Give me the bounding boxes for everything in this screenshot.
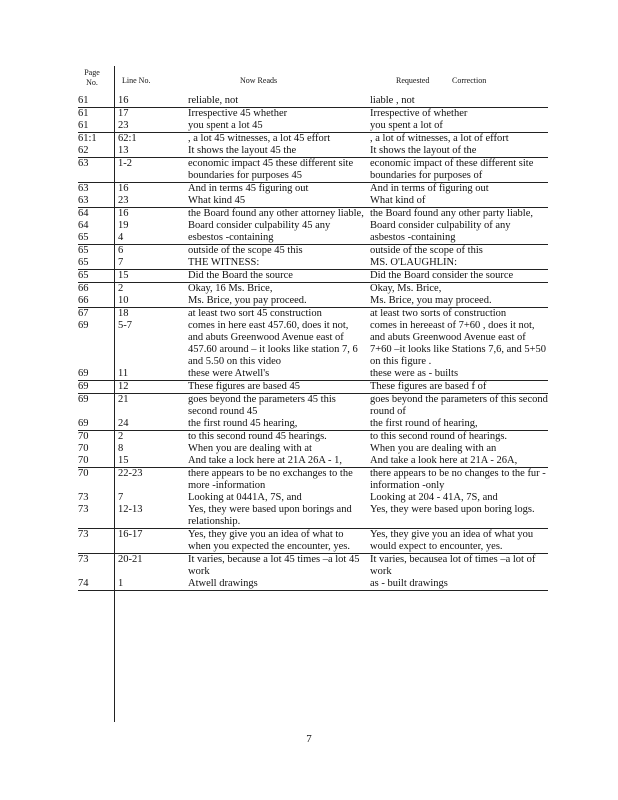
now-reads-cell: Atwell drawings [188, 578, 370, 591]
table-row [78, 431, 548, 444]
correction-cell: liable , not [370, 95, 415, 106]
line-cell: 4 [118, 232, 124, 243]
now-reads-cell: the first round 45 hearing, [188, 418, 298, 429]
table-row [78, 554, 548, 579]
line-cell: 13 [118, 145, 129, 156]
line-cell: 12-13 [118, 504, 143, 515]
page-cell: 61:1 [78, 133, 114, 146]
table-header [78, 66, 544, 96]
table-row [78, 183, 548, 196]
now-reads-cell: the Board found any other attorney liable, [188, 208, 370, 221]
line-cell: 16 [114, 183, 188, 196]
page-cell: 69 [78, 418, 89, 429]
table-row [78, 145, 548, 158]
page-cell: 65 [78, 245, 114, 258]
correction-cell: And in terms of figuring out [370, 183, 548, 196]
correction-cell: Yes, they give you an idea of what you would expect to encounter, yes. [370, 529, 548, 554]
page-cell: 67 [78, 308, 114, 321]
table-row [78, 270, 548, 283]
line-cell: 22-23 [114, 468, 188, 493]
header-line: Line No. [122, 76, 151, 85]
page-cell: 66 [78, 295, 89, 306]
line-cell: 2 [114, 431, 188, 444]
page-cell: 73 [78, 492, 89, 503]
correction-cell: It shows the layout of the [370, 145, 477, 156]
line-cell: 7 [118, 492, 124, 503]
table-row [78, 368, 548, 381]
now-reads-cell: It shows the layout 45 the [188, 145, 297, 156]
table-row [78, 418, 548, 431]
correction-cell: , a lot of witnesses, a lot of effort [370, 133, 548, 146]
table-row [78, 195, 548, 208]
page-cell: 61 [78, 120, 89, 131]
now-reads-cell: outside of the scope 45 this [188, 245, 370, 258]
line-cell: 16-17 [114, 529, 188, 554]
page-cell: 70 [78, 431, 114, 444]
line-cell: 5-7 [118, 320, 132, 331]
correction-cell: as - built drawings [370, 578, 548, 591]
line-cell: 8 [118, 443, 124, 454]
table-row [78, 232, 548, 245]
table-row [78, 504, 548, 529]
correction-cell: outside of the scope of this [370, 245, 548, 258]
line-cell: 17 [114, 108, 188, 121]
line-cell: 11 [118, 368, 129, 379]
page-cell: 69 [78, 394, 114, 419]
header-correction: Correction [452, 76, 487, 85]
now-reads-cell: It varies, because a lot 45 times –a lot 45 work [188, 554, 370, 579]
line-cell: 18 [114, 308, 188, 321]
line-cell: 23 [118, 120, 129, 131]
page-cell: 69 [78, 381, 114, 394]
table-row [78, 381, 548, 394]
page-cell: 64 [78, 220, 89, 231]
page-cell: 63 [78, 158, 114, 183]
line-cell: 24 [118, 418, 129, 429]
correction-cell: these were as - builts [370, 368, 459, 379]
table-row [78, 257, 548, 270]
errata-table [78, 95, 548, 591]
page-cell: 74 [78, 578, 114, 591]
page-cell: 73 [78, 504, 89, 515]
page-cell: 70 [78, 468, 114, 493]
table-row [78, 95, 548, 108]
header-requested: Requested [396, 76, 430, 85]
page-cell: 65 [78, 270, 114, 283]
line-cell: 15 [118, 455, 129, 466]
correction-cell: And take a look here at 21A - 26A, [370, 455, 518, 466]
page-cell: 61 [78, 95, 89, 106]
line-cell: 1 [114, 578, 188, 591]
correction-cell: at least two sorts of construction [370, 308, 548, 321]
correction-cell: When you are dealing with an [370, 443, 497, 454]
now-reads-cell: economic impact 45 these different site boundaries for purposes 45 [188, 158, 370, 183]
table-row [78, 208, 548, 221]
page-cell: 65 [78, 257, 89, 268]
correction-cell: comes in hereeast of 7+60 , does it not, and abuts Greenwood Avenue east of 7+60 –it looks like Stations 7,6, and 5+50 on this figure . [370, 320, 547, 367]
table-row [78, 308, 548, 321]
line-cell: 19 [118, 220, 129, 231]
correction-cell: MS. O'LAUGHLIN: [370, 257, 458, 268]
now-reads-cell: reliable, not [188, 95, 239, 106]
correction-cell: there appears to be no changes to the fur -information -only [370, 468, 548, 493]
page-cell: 70 [78, 455, 89, 466]
line-cell: 10 [118, 295, 129, 306]
line-cell: 7 [118, 257, 124, 268]
correction-cell: Yes, they were based upon boring logs. [370, 504, 535, 515]
correction-cell: It varies, becausea lot of times –a lot of work [370, 554, 548, 579]
table-row [78, 245, 548, 258]
correction-cell: economic impact of these different site boundaries for purposes of [370, 158, 548, 183]
now-reads-cell: Board consider culpability 45 any [188, 220, 331, 231]
correction-cell: you spent a lot of [370, 120, 443, 131]
correction-cell: Ms. Brice, you may proceed. [370, 295, 492, 306]
header-now-reads: Now Reads [240, 76, 278, 85]
table-row [78, 468, 548, 493]
table-row [78, 220, 548, 232]
table-row [78, 295, 548, 308]
line-cell: 6 [114, 245, 188, 258]
table-row [78, 455, 548, 468]
line-cell: 21 [114, 394, 188, 419]
page-cell: 64 [78, 208, 114, 221]
correction-cell: What kind of [370, 195, 426, 206]
table-row [78, 529, 548, 554]
correction-cell: Looking at 204 - 41A, 7S, and [370, 492, 498, 503]
table-row [78, 133, 548, 146]
line-cell: 23 [118, 195, 129, 206]
correction-cell: Did the Board consider the source [370, 270, 548, 283]
page-number: 7 [306, 733, 312, 745]
page-cell: 70 [78, 443, 89, 454]
table-row [78, 320, 548, 368]
page-cell: 63 [78, 183, 114, 196]
now-reads-cell: Did the Board the source [188, 270, 370, 283]
table-row [78, 120, 548, 133]
table-row [78, 394, 548, 419]
table-row [78, 158, 548, 183]
correction-cell: the first round of hearing, [370, 418, 478, 429]
page-cell: 73 [78, 529, 114, 554]
now-reads-cell: at least two sort 45 construction [188, 308, 370, 321]
page-cell: 63 [78, 195, 89, 206]
correction-cell: Irrespective of whether [370, 108, 548, 121]
table-row [78, 492, 548, 504]
line-cell: 1-2 [114, 158, 188, 183]
table-row [78, 578, 548, 591]
correction-cell: asbestos -containing [370, 232, 456, 243]
page-cell: 66 [78, 283, 114, 296]
now-reads-cell: esbestos -containing [188, 232, 274, 243]
table-row [78, 443, 548, 455]
line-cell: 15 [114, 270, 188, 283]
now-reads-cell: comes in here east 457.60, does it not, and abuts Greenwood Avenue east of 457.60 around – it looks like station 7, 6 and 5.50 on this video [188, 320, 358, 367]
correction-cell: the Board found any other party liable, [370, 208, 548, 221]
now-reads-cell: THE WITNESS: [188, 257, 260, 268]
now-reads-cell: these were Atwell's [188, 368, 270, 379]
now-reads-cell: , a lot 45 witnesses, a lot 45 effort [188, 133, 370, 146]
now-reads-cell: goes beyond the parameters 45 this second round 45 [188, 394, 370, 419]
line-cell: 62:1 [114, 133, 188, 146]
now-reads-cell: Yes, they were based upon borings and relationship. [188, 504, 352, 527]
now-reads-cell: Okay, 16 Ms. Brice, [188, 283, 370, 296]
now-reads-cell: And in terms 45 figuring out [188, 183, 370, 196]
correction-cell: These figures are based f of [370, 381, 548, 394]
correction-cell: to this second round of hearings. [370, 431, 548, 444]
now-reads-cell: Yes, they give you an idea of what to when you expected the encounter, yes. [188, 529, 370, 554]
now-reads-cell: Irrespective 45 whether [188, 108, 370, 121]
line-cell: 12 [114, 381, 188, 394]
correction-cell: Board consider culpability of any [370, 220, 511, 231]
table-row [78, 283, 548, 296]
now-reads-cell: Looking at 0441A, 7S, and [188, 492, 302, 503]
header-page: Page No. [84, 68, 100, 87]
correction-cell: Okay, Ms. Brice, [370, 283, 548, 296]
page-cell: 62 [78, 145, 89, 156]
now-reads-cell: And take a lock here at 21A 26A - 1, [188, 455, 342, 466]
now-reads-cell: there appears to be no exchanges to the more -information [188, 468, 370, 493]
table-row [78, 108, 548, 121]
line-cell: 2 [114, 283, 188, 296]
page-cell: 69 [78, 368, 89, 379]
now-reads-cell: to this second round 45 hearings. [188, 431, 370, 444]
line-cell: 20-21 [114, 554, 188, 579]
now-reads-cell: When you are dealing with at [188, 443, 312, 454]
correction-cell: goes beyond the parameters of this second round of [370, 394, 548, 417]
now-reads-cell: you spent a lot 45 [188, 120, 263, 131]
now-reads-cell: What kind 45 [188, 195, 246, 206]
now-reads-cell: Ms. Brice, you pay proceed. [188, 295, 307, 306]
page-cell: 61 [78, 108, 114, 121]
line-cell: 16 [114, 208, 188, 221]
page-cell: 65 [78, 232, 89, 243]
now-reads-cell: These figures are based 45 [188, 381, 370, 394]
page-cell: 73 [78, 554, 114, 579]
line-cell: 16 [118, 95, 129, 106]
page-cell: 69 [78, 320, 89, 331]
